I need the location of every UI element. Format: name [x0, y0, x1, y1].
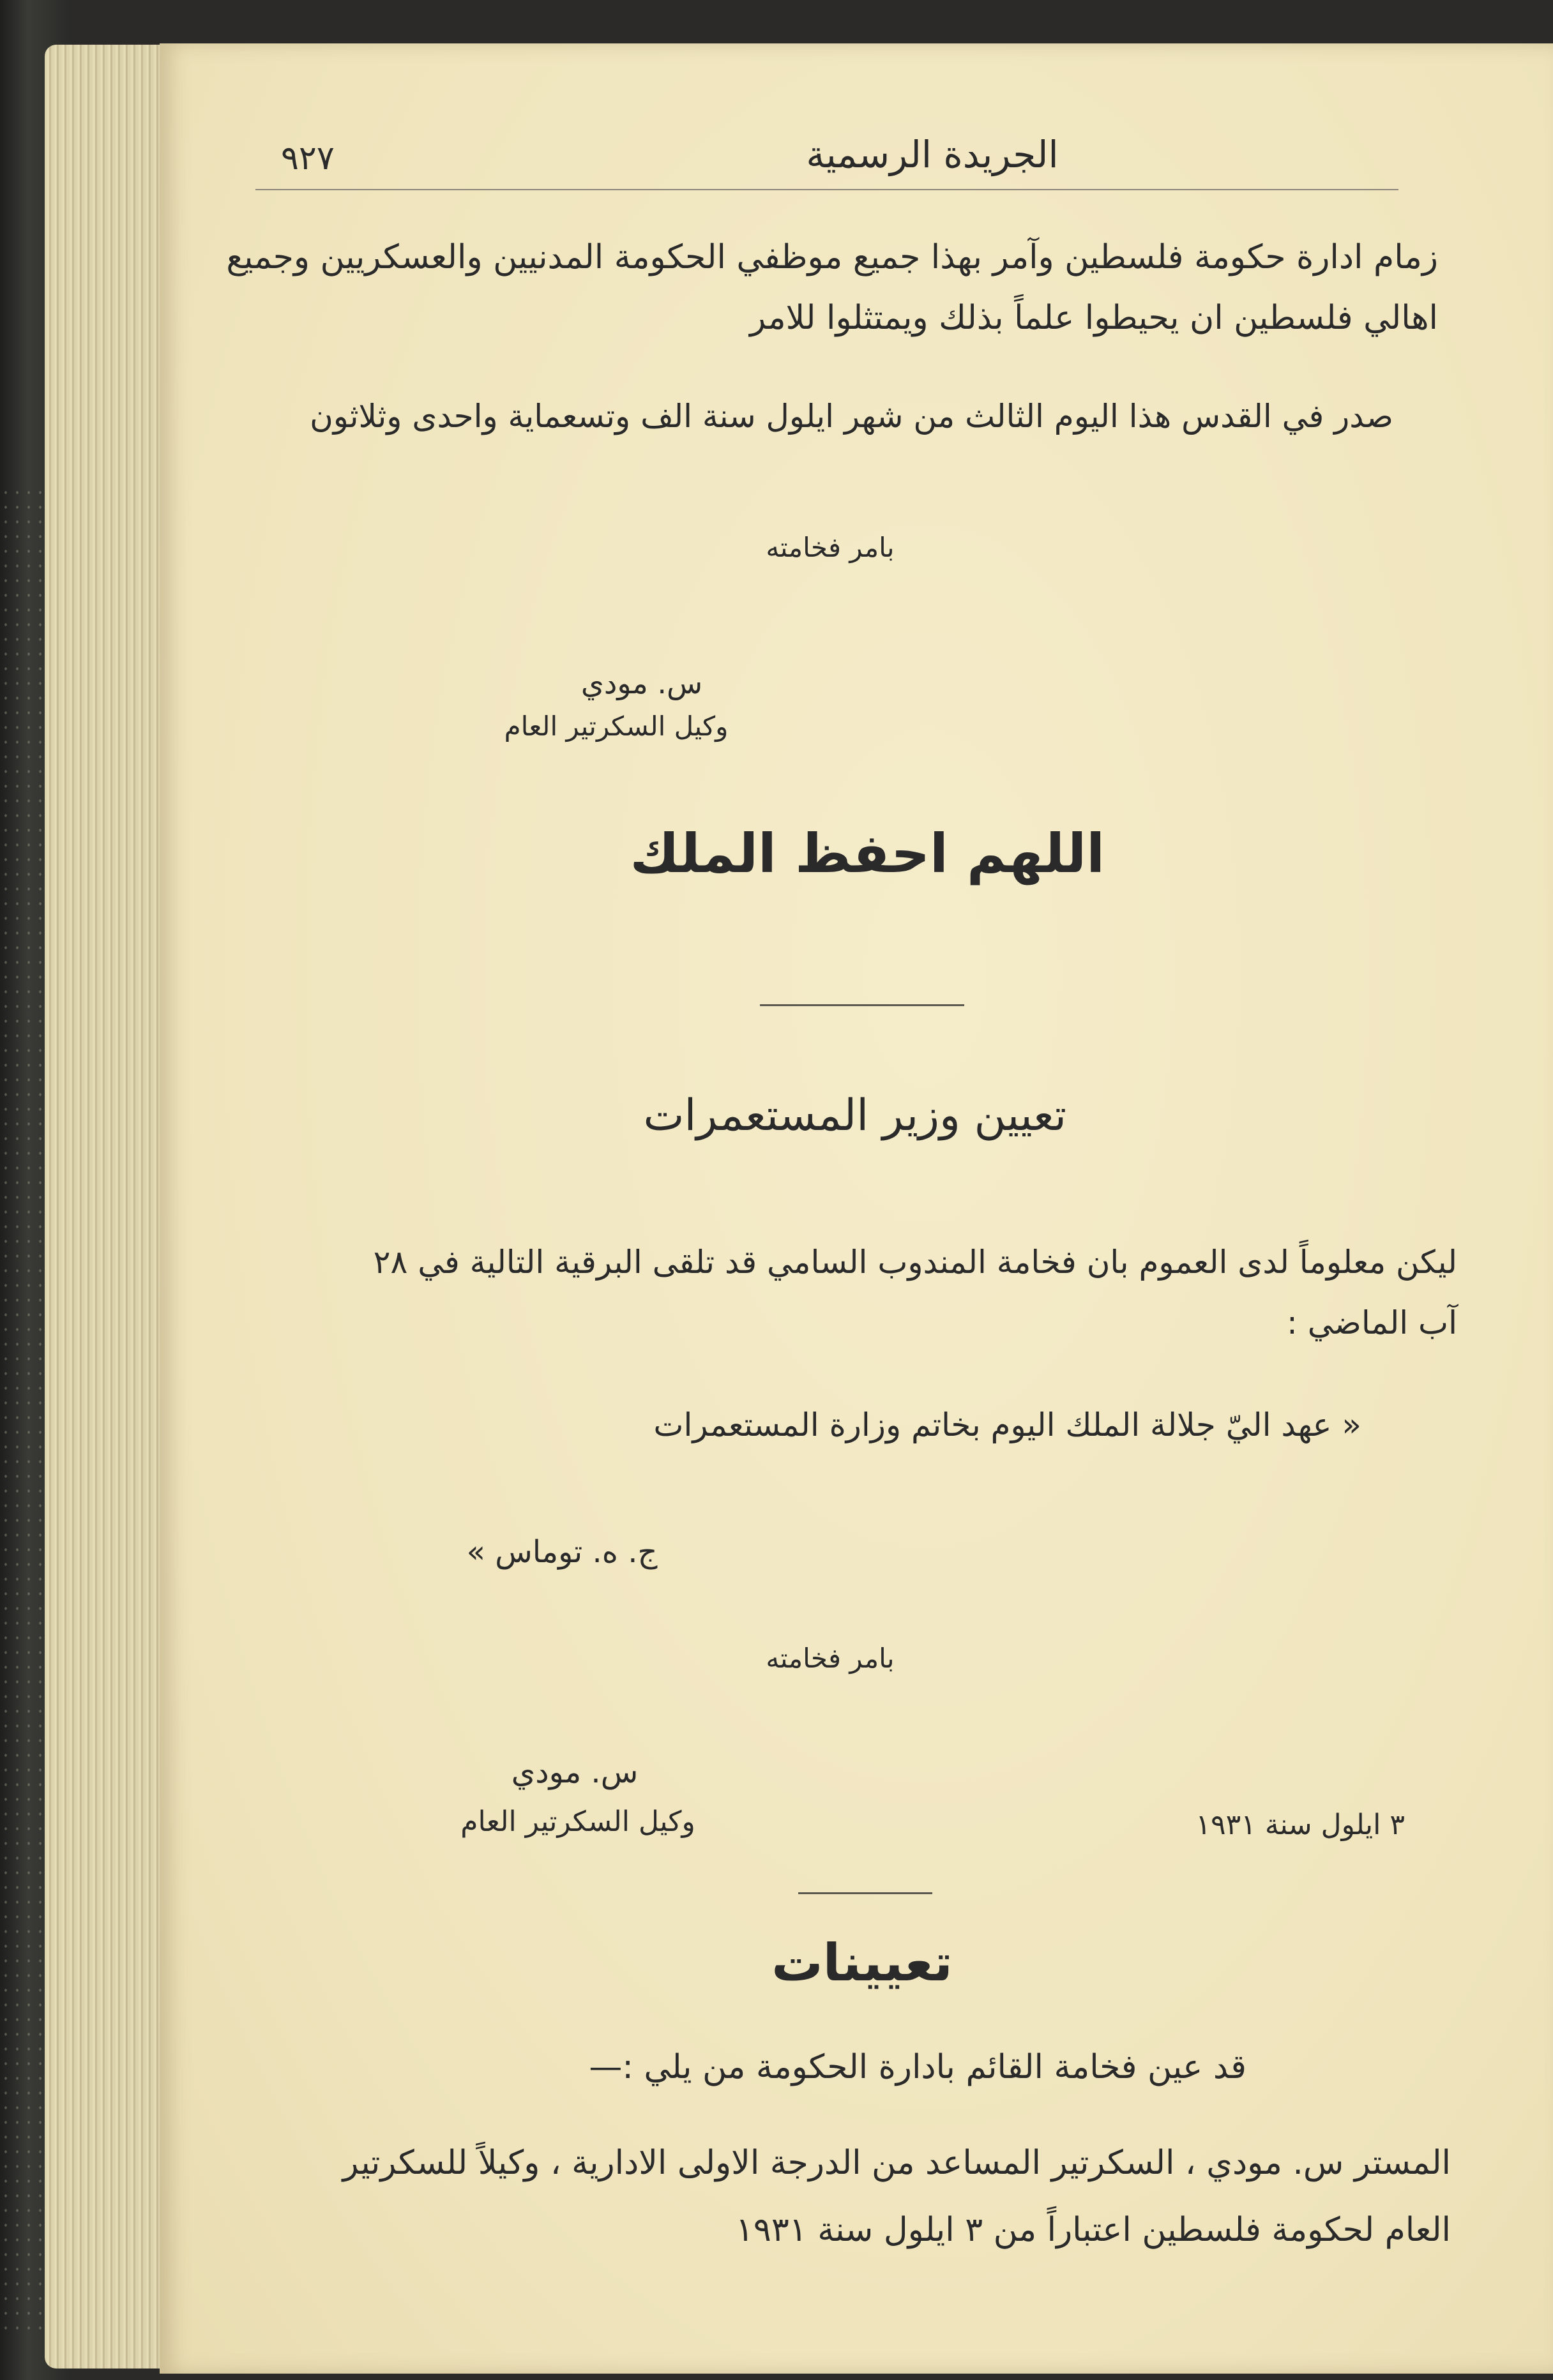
- document-page: [160, 43, 1553, 2374]
- page-edges: [45, 45, 166, 2369]
- signer-name: س. مودي: [511, 1754, 639, 1790]
- header-rule: [255, 189, 1398, 190]
- signer-name: س. مودي: [580, 666, 703, 700]
- proclamation-line-1: زمام ادارة حكومة فلسطين وآمر بهذا جميع موظفي الحكومة المدنيين والعسكريين وجميع: [226, 238, 1438, 276]
- telegram-text: « عهد اليّ جلالة الملك اليوم بخاتم وزارة المستعمرات: [653, 1406, 1361, 1443]
- god-save-the-king: اللهم احفظ الملك: [630, 822, 1105, 885]
- appointment-line-2: العام لحكومة فلسطين اعتباراً من ٣ ايلول سنة ١٩٣١: [735, 2211, 1451, 2249]
- proclamation-line-2: اهالي فلسطين ان يحيطوا علماً بذلك ويمتثلوا للامر: [750, 299, 1438, 337]
- page-number: ٩٢٧: [281, 139, 335, 177]
- signer-title: وكيل السكرتير العام: [460, 1805, 695, 1838]
- cover-texture: [0, 485, 45, 2337]
- notice-line-2: آب الماضي :: [1287, 1304, 1457, 1341]
- appointments-intro: قد عين فخامة القائم بادارة الحكومة من يلي :—: [589, 2048, 1246, 2086]
- signer-title: وكيل السكرتير العام: [504, 711, 729, 742]
- section-divider-1: [760, 1004, 964, 1006]
- notice-line-1: ليكن معلوماً لدى العموم بان فخامة المندوب السامي قد تلقى البرقية التالية في ٢٨: [373, 1244, 1457, 1281]
- journal-title: الجريدة الرسمية: [806, 133, 1059, 176]
- telegram-signature: ج. ه. توماس »: [466, 1534, 658, 1570]
- section-divider-2: [798, 1892, 932, 1894]
- notice-date: ٣ ايلول سنة ١٩٣١: [1195, 1809, 1405, 1841]
- by-order-text: بامر فخامته: [766, 1643, 895, 1674]
- appointment-line-1: المستر س. مودي ، السكرتير المساعد من الدرجة الاولى الادارية ، وكيلاً للسكرتير: [342, 2144, 1451, 2182]
- section-heading-appointments: تعيينات: [771, 1933, 953, 1992]
- issued-line: صدر في القدس هذا اليوم الثالث من شهر ايلول سنة الف وتسعماية واحدى وثلاثون: [310, 398, 1393, 435]
- section-heading-colonial-secretary: تعيين وزير المستعمرات: [643, 1090, 1066, 1141]
- by-order-text: بامر فخامته: [766, 532, 895, 563]
